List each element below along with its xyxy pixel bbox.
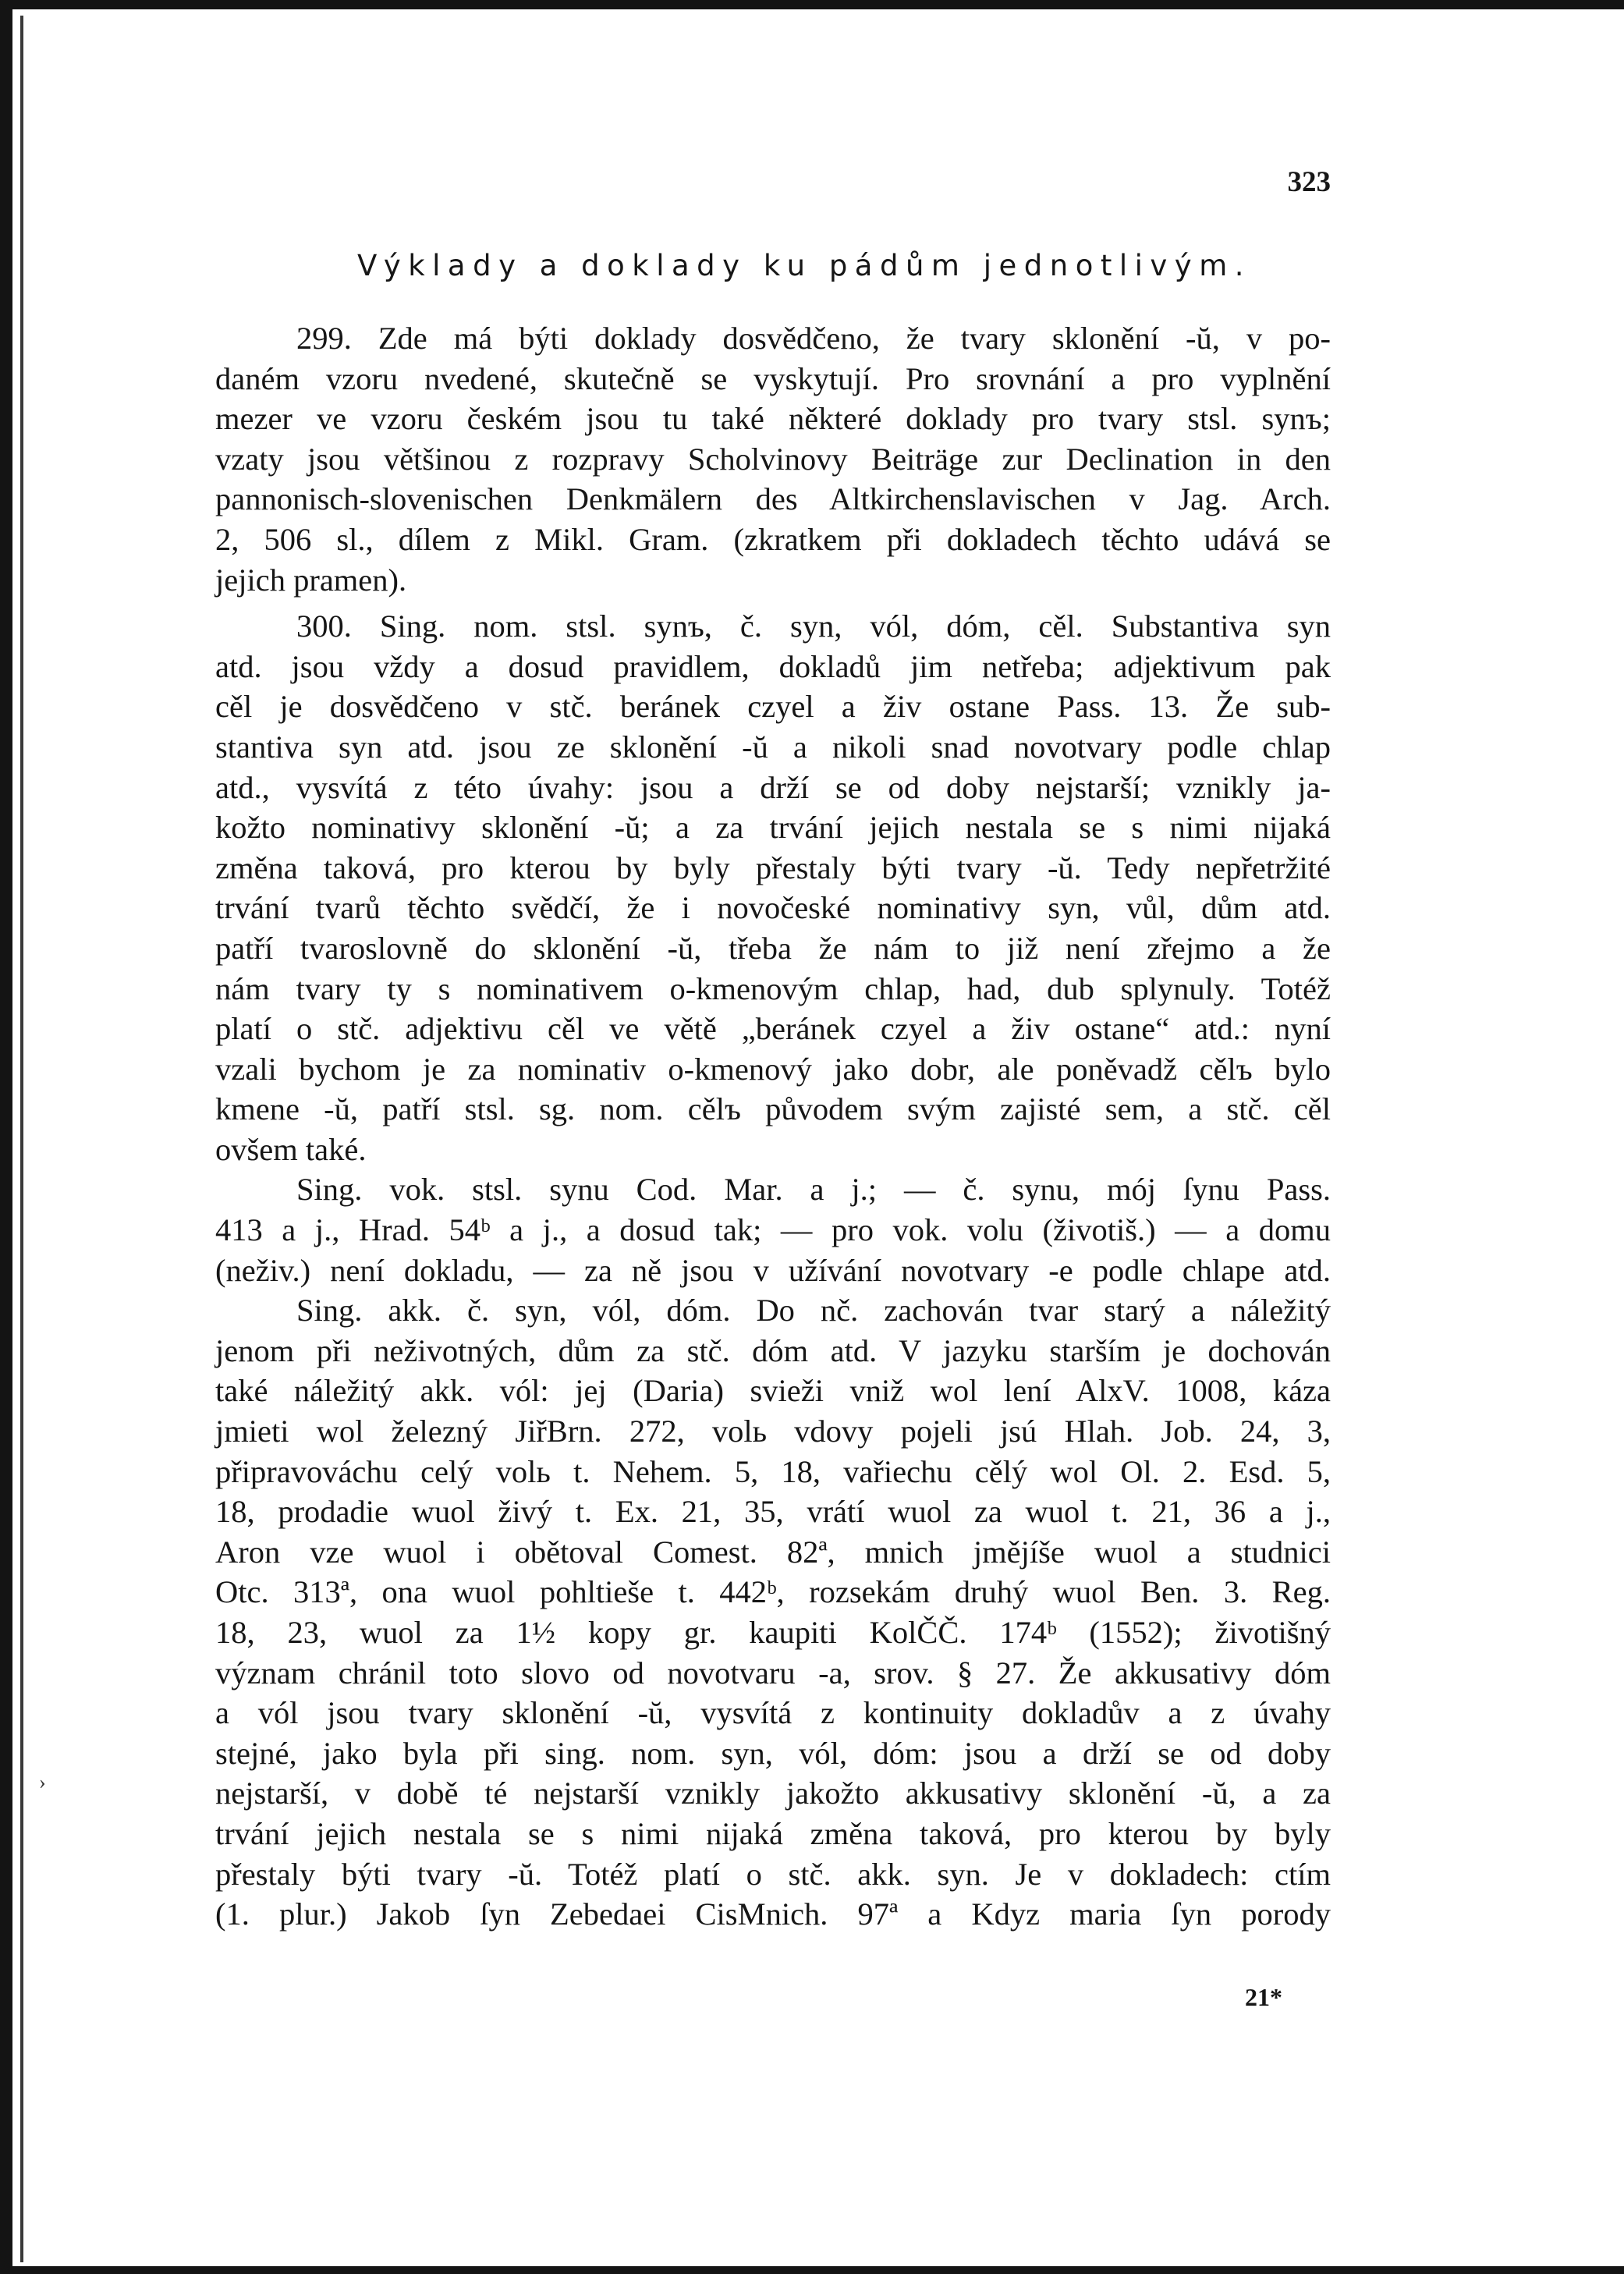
text-line: pannonisch-slovenischen Denkmälern des Altkirchenslavischen v Jag. Arch. (215, 481, 1331, 517)
text-line: daném vzoru nvedené, skutečně se vyskytují. Pro srovnání a pro vyplnění (215, 360, 1331, 396)
text-line: a vól jsou tvary sklonění -ŭ, vysvítá z kontinuity dokladův a z úvahy (215, 1695, 1331, 1731)
text-line: stantiva syn atd. jsou ze sklonění -ŭ a nikoli snad novotvary podle chlap (215, 729, 1331, 765)
text-line: Sing. akk. č. syn, vól, dóm. Do nč. zachován tvar starý a náležitý (296, 1293, 1331, 1329)
text-line: 299. Zde má býti doklady dosvědčeno, že tvary sklonění -ŭ, v po- (296, 321, 1331, 356)
text-line: vzaty jsou většinou z rozpravy Scholvinovy Beiträge zur Declination in den (215, 441, 1331, 477)
text-line: přestaly býti tvary -ŭ. Totéž platí o stč. akk. syn. Je v dokladech: ctím (215, 1856, 1331, 1892)
text-line: 300. Sing. nom. stsl. synъ, č. syn, vól, dóm, cěl. Substantiva syn (296, 608, 1331, 644)
text-line: změna taková, pro kterou by byly přestaly býti tvary -ŭ. Tedy nepřetržité (215, 850, 1331, 885)
text-line: stejné, jako byla při sing. nom. syn, vól, dóm: jsou a drží se od doby (215, 1735, 1331, 1771)
text-line: Otc. 313ª, ona wuol pohltieše t. 442ᵇ, rozsekám druhý wuol Ben. 3. Reg. (215, 1574, 1331, 1610)
text-line: jejich pramen). (215, 562, 407, 598)
text-line: (1. plur.) Jakob ſyn Zebedaei CisMnich. 97ª a Kdyz maria ſyn porody (215, 1896, 1331, 1932)
scan-border-top (0, 0, 1624, 9)
text-line: 2, 506 sl., dílem z Mikl. Gram. (zkratkem při dokladech těchto udává se (215, 521, 1331, 557)
text-line: kmene -ŭ, patří stsl. sg. nom. cělъ původem svým zajisté sem, a stč. cěl (215, 1091, 1331, 1127)
text-line: nejstarší, v době té nejstarší vznikly jakožto akkusativy sklonění -ŭ, a za (215, 1776, 1331, 1811)
scan-border-left (0, 0, 12, 2274)
scan-border-left-inner (20, 16, 23, 2262)
text-line: význam chránil toto slovo od novotvaru -a, srov. § 27. Že akkusativy dóm (215, 1655, 1331, 1690)
text-line: ovšem také. (215, 1131, 367, 1167)
text-line: atd. jsou vždy a dosud pravidlem, dokladů jim netřeba; adjektivum pak (215, 648, 1331, 684)
text-line: Sing. vok. stsl. synu Cod. Mar. a j.; — č. synu, mój ſynu Pass. (296, 1172, 1331, 1208)
text-line: patří tvaroslovně do sklonění -ŭ, třeba že nám to již není zřejmo a že (215, 930, 1331, 966)
text-line: platí o stč. adjektivu cěl ve větě „beránek czyel a živ ostane“ atd.: nyní (215, 1011, 1331, 1047)
text-line: trvání tvarů těchto svědčí, že i novočeské nominativy syn, vůl, dům atd. (215, 890, 1331, 926)
text-line: Aron vze wuol i obětoval Comest. 82ª, mnich jmějíše wuol a studnici (215, 1534, 1331, 1570)
text-line: (neživ.) není dokladu, — za ně jsou v užívání novotvary -e podle chlape atd. (215, 1252, 1331, 1288)
signature-mark: 21* (1245, 1983, 1282, 2011)
text-line: také náležitý akk. vól: jej (Daria) svieži vniž wol lení AlxV. 1008, káza (215, 1373, 1331, 1409)
page-number: 323 (1287, 166, 1331, 198)
text-line: kožto nominativy sklonění -ŭ; a za trvání jejich nestala se s nimi nijaká (215, 810, 1331, 846)
chapter-title: Výklady a doklady ku pádům jednotlivým. (357, 249, 1252, 282)
text-line: cěl je dosvědčeno v stč. beránek czyel a živ ostane Pass. 13. Že sub- (215, 689, 1331, 725)
margin-mark: › (39, 1771, 46, 1793)
text-line: jenom při neživotných, dům za stč. dóm atd. V jazyku starším je dochován (215, 1332, 1331, 1368)
text-line: nám tvary ty s nominativem o-kmenovým chlap, had, dub splynuly. Totéž (215, 970, 1331, 1006)
text-line: mezer ve vzoru českém jsou tu také některé doklady pro tvary stsl. synъ; (215, 401, 1331, 437)
scan-border-bottom (0, 2266, 1624, 2274)
text-line: vzali bychom je za nominativ o-kmenový jako dobr, ale poněvadž cělъ bylo (215, 1051, 1331, 1087)
body-text (215, 318, 1331, 1935)
text-line: připravováchu celý volь t. Nehem. 5, 18, vařiechu cělý wol Ol. 2. Esd. 5, (215, 1453, 1331, 1489)
text-line: jmieti wol železný JiřBrn. 272, volь vdovy pojeli jsú Hlah. Job. 24, 3, (215, 1414, 1331, 1449)
text-line: atd., vysvítá z této úvahy: jsou a drží se od doby nejstarší; vznikly ja- (215, 769, 1331, 805)
text-line: trvání jejich nestala se s nimi nijaká změna taková, pro kterou by byly (215, 1815, 1331, 1851)
text-line: 413 a j., Hrad. 54ᵇ a j., a dosud tak; — pro vok. volu (životiš.) — a domu (215, 1212, 1331, 1248)
text-line: 18, prodadie wuol živý t. Ex. 21, 35, vrátí wuol za wuol t. 21, 36 a j., (215, 1494, 1331, 1530)
text-line: 18, 23, wuol za 1½ kopy gr. kaupiti KolČČ. 174ᵇ (1552); životišný (215, 1615, 1331, 1650)
